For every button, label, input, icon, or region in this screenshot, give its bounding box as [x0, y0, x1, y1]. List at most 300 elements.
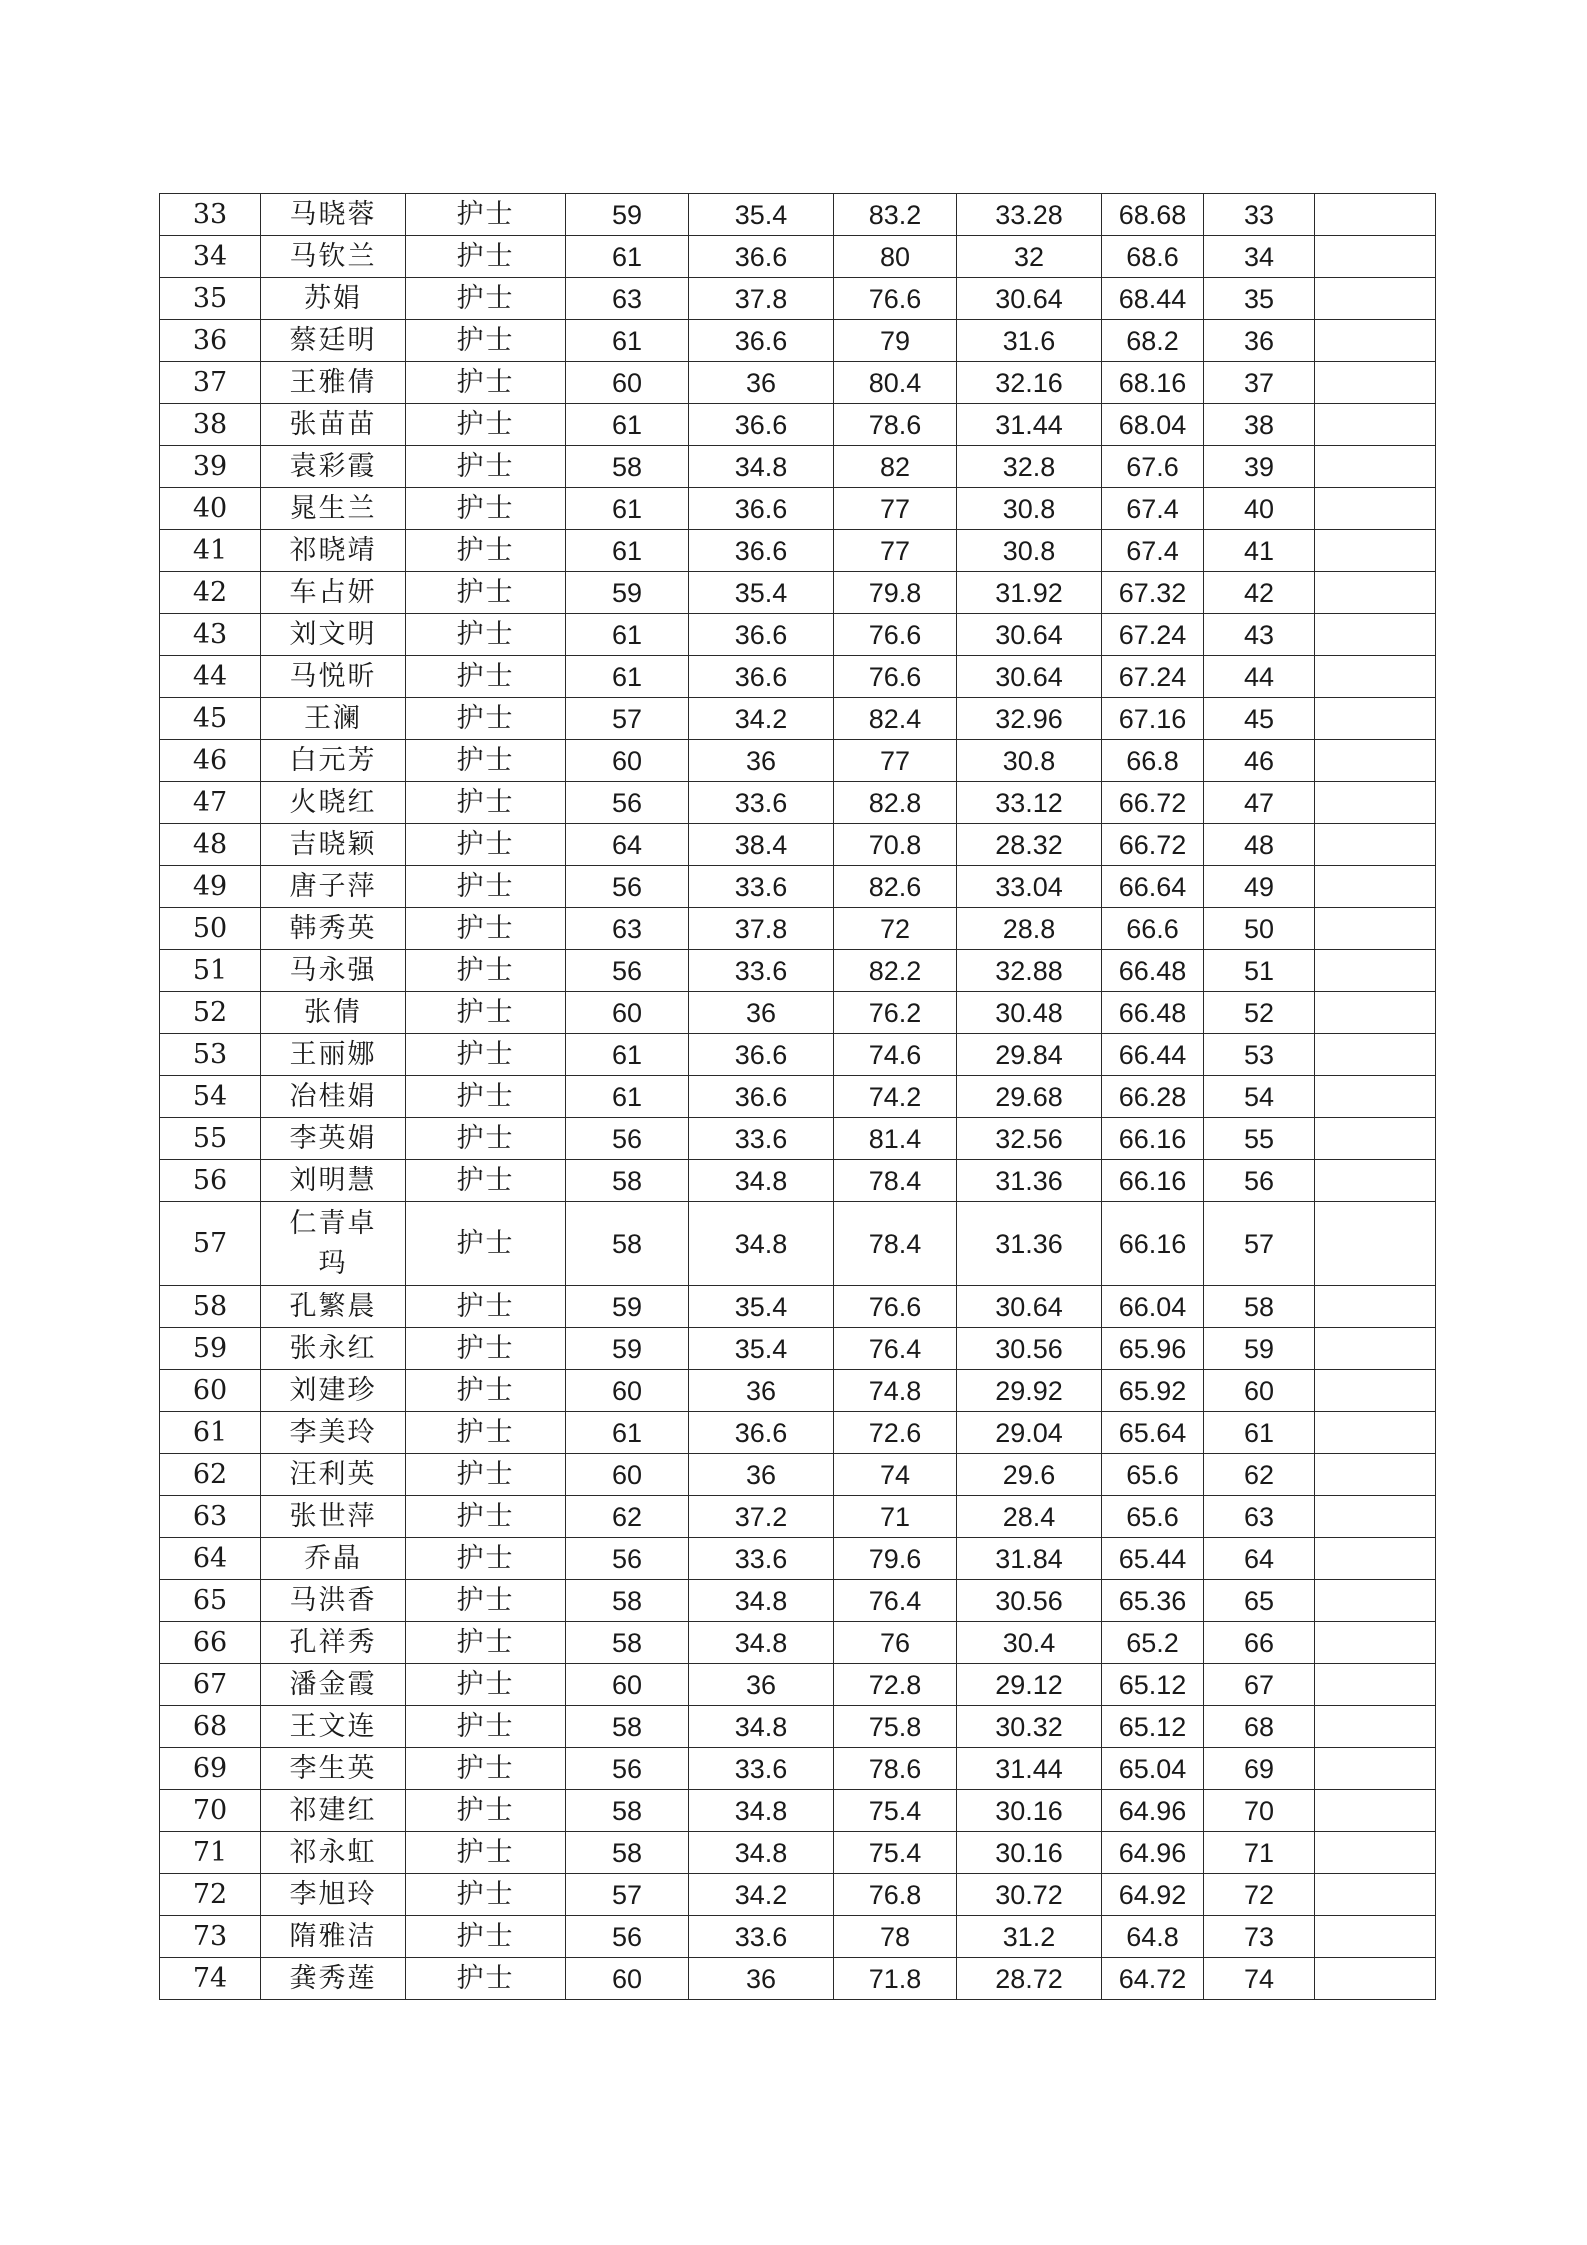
position-cell: 护士: [406, 698, 566, 740]
interview-weighted-cell: 31.92: [957, 572, 1102, 614]
written-score-cell: 61: [566, 1034, 689, 1076]
interview-score-cell: 74.2: [834, 1076, 957, 1118]
rank-cell: 66: [1204, 1622, 1315, 1664]
remark-cell: [1315, 1076, 1436, 1118]
interview-score-cell: 76.6: [834, 614, 957, 656]
position-cell: 护士: [406, 1328, 566, 1370]
written-weighted-cell: 36: [689, 1958, 834, 2000]
table-row: [160, 1454, 1436, 1496]
remark-cell: [1315, 740, 1436, 782]
row-number-cell: 36: [160, 320, 261, 362]
interview-score-cell: 76.8: [834, 1874, 957, 1916]
rank-cell: 62: [1204, 1454, 1315, 1496]
name-cell: 王澜: [261, 698, 406, 740]
position-cell: 护士: [406, 1748, 566, 1790]
interview-weighted-cell: 30.16: [957, 1790, 1102, 1832]
rank-cell: 40: [1204, 488, 1315, 530]
name-cell: 马永强: [261, 950, 406, 992]
interview-score-cell: 77: [834, 488, 957, 530]
interview-weighted-cell: 32.88: [957, 950, 1102, 992]
interview-weighted-cell: 33.04: [957, 866, 1102, 908]
name-cell: 马钦兰: [261, 236, 406, 278]
written-score-cell: 60: [566, 992, 689, 1034]
interview-weighted-cell: 32: [957, 236, 1102, 278]
interview-weighted-cell: 30.72: [957, 1874, 1102, 1916]
position-cell: 护士: [406, 530, 566, 572]
row-number-cell: 45: [160, 698, 261, 740]
written-score-cell: 60: [566, 1664, 689, 1706]
row-number-cell: 56: [160, 1160, 261, 1202]
row-number-cell: 48: [160, 824, 261, 866]
position-cell: 护士: [406, 278, 566, 320]
name-cell: 龚秀莲: [261, 1958, 406, 2000]
total-score-cell: 65.2: [1102, 1622, 1204, 1664]
remark-cell: [1315, 1622, 1436, 1664]
interview-weighted-cell: 31.84: [957, 1538, 1102, 1580]
written-weighted-cell: 34.8: [689, 1202, 834, 1286]
row-number-cell: 61: [160, 1412, 261, 1454]
written-score-cell: 59: [566, 194, 689, 236]
total-score-cell: 66.28: [1102, 1076, 1204, 1118]
table-row: [160, 950, 1436, 992]
name-cell: 仁青卓玛: [261, 1202, 406, 1286]
written-score-cell: 57: [566, 1874, 689, 1916]
total-score-cell: 65.6: [1102, 1454, 1204, 1496]
row-number-cell: 63: [160, 1496, 261, 1538]
interview-weighted-cell: 31.36: [957, 1202, 1102, 1286]
written-weighted-cell: 34.8: [689, 1580, 834, 1622]
position-cell: 护士: [406, 446, 566, 488]
remark-cell: [1315, 278, 1436, 320]
total-score-cell: 65.64: [1102, 1412, 1204, 1454]
name-cell: 孔祥秀: [261, 1622, 406, 1664]
total-score-cell: 65.36: [1102, 1580, 1204, 1622]
rank-cell: 38: [1204, 404, 1315, 446]
interview-score-cell: 82.8: [834, 782, 957, 824]
interview-weighted-cell: 29.92: [957, 1370, 1102, 1412]
name-cell: 张世萍: [261, 1496, 406, 1538]
interview-weighted-cell: 30.56: [957, 1580, 1102, 1622]
table-row: [160, 614, 1436, 656]
position-cell: 护士: [406, 320, 566, 362]
row-number-cell: 67: [160, 1664, 261, 1706]
table-row: [160, 446, 1436, 488]
name-cell: 马晓蓉: [261, 194, 406, 236]
name-cell: 马悦昕: [261, 656, 406, 698]
interview-weighted-cell: 28.8: [957, 908, 1102, 950]
table-row: [160, 1412, 1436, 1454]
remark-cell: [1315, 404, 1436, 446]
row-number-cell: 50: [160, 908, 261, 950]
table-row: [160, 740, 1436, 782]
rank-cell: 53: [1204, 1034, 1315, 1076]
row-number-cell: 38: [160, 404, 261, 446]
written-weighted-cell: 36: [689, 362, 834, 404]
rank-cell: 46: [1204, 740, 1315, 782]
remark-cell: [1315, 530, 1436, 572]
remark-cell: [1315, 908, 1436, 950]
remark-cell: [1315, 1832, 1436, 1874]
total-score-cell: 66.04: [1102, 1286, 1204, 1328]
total-score-cell: 68.04: [1102, 404, 1204, 446]
table-row: [160, 236, 1436, 278]
written-weighted-cell: 36.6: [689, 1034, 834, 1076]
total-score-cell: 67.4: [1102, 530, 1204, 572]
written-score-cell: 61: [566, 530, 689, 572]
interview-score-cell: 78.6: [834, 1748, 957, 1790]
total-score-cell: 65.12: [1102, 1664, 1204, 1706]
interview-score-cell: 76.6: [834, 1286, 957, 1328]
rank-cell: 60: [1204, 1370, 1315, 1412]
position-cell: 护士: [406, 740, 566, 782]
total-score-cell: 64.96: [1102, 1790, 1204, 1832]
position-cell: 护士: [406, 1496, 566, 1538]
written-weighted-cell: 38.4: [689, 824, 834, 866]
written-score-cell: 59: [566, 572, 689, 614]
written-score-cell: 56: [566, 1538, 689, 1580]
interview-score-cell: 71: [834, 1496, 957, 1538]
rank-cell: 55: [1204, 1118, 1315, 1160]
rank-cell: 42: [1204, 572, 1315, 614]
remark-cell: [1315, 614, 1436, 656]
written-score-cell: 63: [566, 908, 689, 950]
table-row: [160, 1958, 1436, 2000]
written-weighted-cell: 34.2: [689, 1874, 834, 1916]
interview-weighted-cell: 31.36: [957, 1160, 1102, 1202]
row-number-cell: 54: [160, 1076, 261, 1118]
row-number-cell: 52: [160, 992, 261, 1034]
remark-cell: [1315, 1874, 1436, 1916]
position-cell: 护士: [406, 488, 566, 530]
position-cell: 护士: [406, 1286, 566, 1328]
interview-score-cell: 76.2: [834, 992, 957, 1034]
position-cell: 护士: [406, 1118, 566, 1160]
written-weighted-cell: 35.4: [689, 572, 834, 614]
table-row: [160, 1538, 1436, 1580]
written-weighted-cell: 34.8: [689, 1622, 834, 1664]
interview-weighted-cell: 30.16: [957, 1832, 1102, 1874]
rank-cell: 41: [1204, 530, 1315, 572]
total-score-cell: 64.92: [1102, 1874, 1204, 1916]
remark-cell: [1315, 1496, 1436, 1538]
table-row: [160, 1202, 1436, 1286]
interview-score-cell: 76.6: [834, 656, 957, 698]
name-cell: 白元芳: [261, 740, 406, 782]
total-score-cell: 66.6: [1102, 908, 1204, 950]
name-cell: 晁生兰: [261, 488, 406, 530]
interview-score-cell: 79: [834, 320, 957, 362]
written-weighted-cell: 33.6: [689, 866, 834, 908]
written-score-cell: 61: [566, 1412, 689, 1454]
table-row: [160, 1328, 1436, 1370]
table-row: [160, 1790, 1436, 1832]
written-score-cell: 56: [566, 866, 689, 908]
remark-cell: [1315, 1118, 1436, 1160]
written-weighted-cell: 35.4: [689, 1328, 834, 1370]
remark-cell: [1315, 1160, 1436, 1202]
rank-cell: 65: [1204, 1580, 1315, 1622]
interview-weighted-cell: 30.8: [957, 530, 1102, 572]
written-weighted-cell: 37.2: [689, 1496, 834, 1538]
row-number-cell: 74: [160, 1958, 261, 2000]
table-row: [160, 194, 1436, 236]
position-cell: 护士: [406, 908, 566, 950]
position-cell: 护士: [406, 1958, 566, 2000]
position-cell: 护士: [406, 1580, 566, 1622]
written-score-cell: 61: [566, 614, 689, 656]
rank-cell: 68: [1204, 1706, 1315, 1748]
rank-cell: 33: [1204, 194, 1315, 236]
written-weighted-cell: 33.6: [689, 1916, 834, 1958]
written-score-cell: 56: [566, 950, 689, 992]
position-cell: 护士: [406, 1454, 566, 1496]
remark-cell: [1315, 824, 1436, 866]
total-score-cell: 67.6: [1102, 446, 1204, 488]
written-score-cell: 58: [566, 1832, 689, 1874]
row-number-cell: 47: [160, 782, 261, 824]
written-score-cell: 59: [566, 1328, 689, 1370]
total-score-cell: 65.96: [1102, 1328, 1204, 1370]
written-weighted-cell: 36: [689, 1664, 834, 1706]
remark-cell: [1315, 194, 1436, 236]
interview-score-cell: 80: [834, 236, 957, 278]
row-number-cell: 40: [160, 488, 261, 530]
table-row: [160, 572, 1436, 614]
interview-score-cell: 78: [834, 1916, 957, 1958]
interview-weighted-cell: 30.64: [957, 656, 1102, 698]
remark-cell: [1315, 782, 1436, 824]
remark-cell: [1315, 572, 1436, 614]
remark-cell: [1315, 1412, 1436, 1454]
written-weighted-cell: 33.6: [689, 950, 834, 992]
interview-score-cell: 79.8: [834, 572, 957, 614]
total-score-cell: 65.44: [1102, 1538, 1204, 1580]
row-number-cell: 37: [160, 362, 261, 404]
table-row: [160, 320, 1436, 362]
name-cell: 李生英: [261, 1748, 406, 1790]
row-number-cell: 35: [160, 278, 261, 320]
interview-weighted-cell: 33.12: [957, 782, 1102, 824]
remark-cell: [1315, 1202, 1436, 1286]
total-score-cell: 66.72: [1102, 782, 1204, 824]
rank-cell: 36: [1204, 320, 1315, 362]
written-weighted-cell: 36: [689, 1454, 834, 1496]
row-number-cell: 71: [160, 1832, 261, 1874]
interview-weighted-cell: 29.84: [957, 1034, 1102, 1076]
written-weighted-cell: 36.6: [689, 488, 834, 530]
written-score-cell: 59: [566, 1286, 689, 1328]
written-weighted-cell: 33.6: [689, 1118, 834, 1160]
interview-weighted-cell: 30.4: [957, 1622, 1102, 1664]
interview-weighted-cell: 31.6: [957, 320, 1102, 362]
row-number-cell: 65: [160, 1580, 261, 1622]
total-score-cell: 66.44: [1102, 1034, 1204, 1076]
total-score-cell: 65.92: [1102, 1370, 1204, 1412]
total-score-cell: 68.6: [1102, 236, 1204, 278]
interview-score-cell: 76.6: [834, 278, 957, 320]
interview-score-cell: 71.8: [834, 1958, 957, 2000]
written-score-cell: 61: [566, 1076, 689, 1118]
total-score-cell: 67.32: [1102, 572, 1204, 614]
position-cell: 护士: [406, 782, 566, 824]
written-weighted-cell: 34.8: [689, 1790, 834, 1832]
total-score-cell: 67.16: [1102, 698, 1204, 740]
row-number-cell: 72: [160, 1874, 261, 1916]
position-cell: 护士: [406, 1538, 566, 1580]
table-row: [160, 908, 1436, 950]
written-score-cell: 56: [566, 1748, 689, 1790]
name-cell: 张倩: [261, 992, 406, 1034]
interview-score-cell: 83.2: [834, 194, 957, 236]
remark-cell: [1315, 1454, 1436, 1496]
name-cell: 刘明慧: [261, 1160, 406, 1202]
interview-weighted-cell: 31.44: [957, 404, 1102, 446]
interview-score-cell: 80.4: [834, 362, 957, 404]
interview-weighted-cell: 32.96: [957, 698, 1102, 740]
rank-cell: 43: [1204, 614, 1315, 656]
table-row: [160, 1832, 1436, 1874]
rank-cell: 69: [1204, 1748, 1315, 1790]
interview-score-cell: 75.4: [834, 1790, 957, 1832]
written-weighted-cell: 37.8: [689, 278, 834, 320]
remark-cell: [1315, 992, 1436, 1034]
interview-score-cell: 77: [834, 740, 957, 782]
position-cell: 护士: [406, 1412, 566, 1454]
row-number-cell: 73: [160, 1916, 261, 1958]
rank-cell: 61: [1204, 1412, 1315, 1454]
table-row: [160, 488, 1436, 530]
table-row: [160, 1916, 1436, 1958]
total-score-cell: 66.72: [1102, 824, 1204, 866]
written-weighted-cell: 36.6: [689, 656, 834, 698]
remark-cell: [1315, 1706, 1436, 1748]
rank-cell: 47: [1204, 782, 1315, 824]
row-number-cell: 34: [160, 236, 261, 278]
row-number-cell: 33: [160, 194, 261, 236]
table-row: [160, 1160, 1436, 1202]
rank-cell: 74: [1204, 1958, 1315, 2000]
interview-weighted-cell: 29.12: [957, 1664, 1102, 1706]
name-cell: 袁彩霞: [261, 446, 406, 488]
written-weighted-cell: 36.6: [689, 1076, 834, 1118]
table-row: [160, 656, 1436, 698]
name-cell: 唐子萍: [261, 866, 406, 908]
written-weighted-cell: 35.4: [689, 1286, 834, 1328]
rank-cell: 50: [1204, 908, 1315, 950]
written-weighted-cell: 36: [689, 740, 834, 782]
remark-cell: [1315, 1328, 1436, 1370]
rank-cell: 63: [1204, 1496, 1315, 1538]
name-cell: 祁晓靖: [261, 530, 406, 572]
interview-weighted-cell: 31.44: [957, 1748, 1102, 1790]
name-cell: 马洪香: [261, 1580, 406, 1622]
position-cell: 护士: [406, 824, 566, 866]
rank-cell: 37: [1204, 362, 1315, 404]
remark-cell: [1315, 1748, 1436, 1790]
interview-weighted-cell: 33.28: [957, 194, 1102, 236]
table-row: [160, 1748, 1436, 1790]
written-score-cell: 64: [566, 824, 689, 866]
total-score-cell: 66.48: [1102, 992, 1204, 1034]
name-cell: 苏娟: [261, 278, 406, 320]
name-cell: 王丽娜: [261, 1034, 406, 1076]
written-weighted-cell: 36.6: [689, 404, 834, 446]
written-score-cell: 56: [566, 782, 689, 824]
total-score-cell: 67.4: [1102, 488, 1204, 530]
written-score-cell: 61: [566, 236, 689, 278]
position-cell: 护士: [406, 950, 566, 992]
row-number-cell: 60: [160, 1370, 261, 1412]
position-cell: 护士: [406, 1034, 566, 1076]
table-row: [160, 824, 1436, 866]
position-cell: 护士: [406, 404, 566, 446]
interview-score-cell: 78.6: [834, 404, 957, 446]
total-score-cell: 65.12: [1102, 1706, 1204, 1748]
name-cell: 祁永虹: [261, 1832, 406, 1874]
remark-cell: [1315, 950, 1436, 992]
written-score-cell: 56: [566, 1916, 689, 1958]
rank-cell: 59: [1204, 1328, 1315, 1370]
remark-cell: [1315, 1958, 1436, 2000]
total-score-cell: 66.16: [1102, 1160, 1204, 1202]
name-cell: 孔繁晨: [261, 1286, 406, 1328]
row-number-cell: 51: [160, 950, 261, 992]
remark-cell: [1315, 488, 1436, 530]
interview-score-cell: 75.4: [834, 1832, 957, 1874]
rank-cell: 39: [1204, 446, 1315, 488]
rank-cell: 73: [1204, 1916, 1315, 1958]
written-weighted-cell: 35.4: [689, 194, 834, 236]
written-score-cell: 60: [566, 362, 689, 404]
position-cell: 护士: [406, 992, 566, 1034]
rank-cell: 72: [1204, 1874, 1315, 1916]
total-score-cell: 67.24: [1102, 656, 1204, 698]
row-number-cell: 46: [160, 740, 261, 782]
name-cell: 蔡廷明: [261, 320, 406, 362]
interview-weighted-cell: 30.48: [957, 992, 1102, 1034]
name-cell: 刘文明: [261, 614, 406, 656]
name-cell: 乔晶: [261, 1538, 406, 1580]
position-cell: 护士: [406, 614, 566, 656]
remark-cell: [1315, 236, 1436, 278]
written-weighted-cell: 36.6: [689, 236, 834, 278]
table-row: [160, 866, 1436, 908]
interview-score-cell: 70.8: [834, 824, 957, 866]
rank-cell: 35: [1204, 278, 1315, 320]
name-cell: 潘金霞: [261, 1664, 406, 1706]
remark-cell: [1315, 866, 1436, 908]
position-cell: 护士: [406, 1790, 566, 1832]
row-number-cell: 53: [160, 1034, 261, 1076]
interview-score-cell: 74.8: [834, 1370, 957, 1412]
position-cell: 护士: [406, 1916, 566, 1958]
row-number-cell: 64: [160, 1538, 261, 1580]
position-cell: 护士: [406, 1706, 566, 1748]
row-number-cell: 66: [160, 1622, 261, 1664]
interview-score-cell: 75.8: [834, 1706, 957, 1748]
total-score-cell: 66.64: [1102, 866, 1204, 908]
interview-weighted-cell: 30.64: [957, 278, 1102, 320]
written-weighted-cell: 36: [689, 992, 834, 1034]
interview-weighted-cell: 31.2: [957, 1916, 1102, 1958]
row-number-cell: 41: [160, 530, 261, 572]
interview-score-cell: 74.6: [834, 1034, 957, 1076]
rank-cell: 34: [1204, 236, 1315, 278]
total-score-cell: 64.72: [1102, 1958, 1204, 2000]
interview-weighted-cell: 30.8: [957, 740, 1102, 782]
total-score-cell: 65.04: [1102, 1748, 1204, 1790]
remark-cell: [1315, 1286, 1436, 1328]
